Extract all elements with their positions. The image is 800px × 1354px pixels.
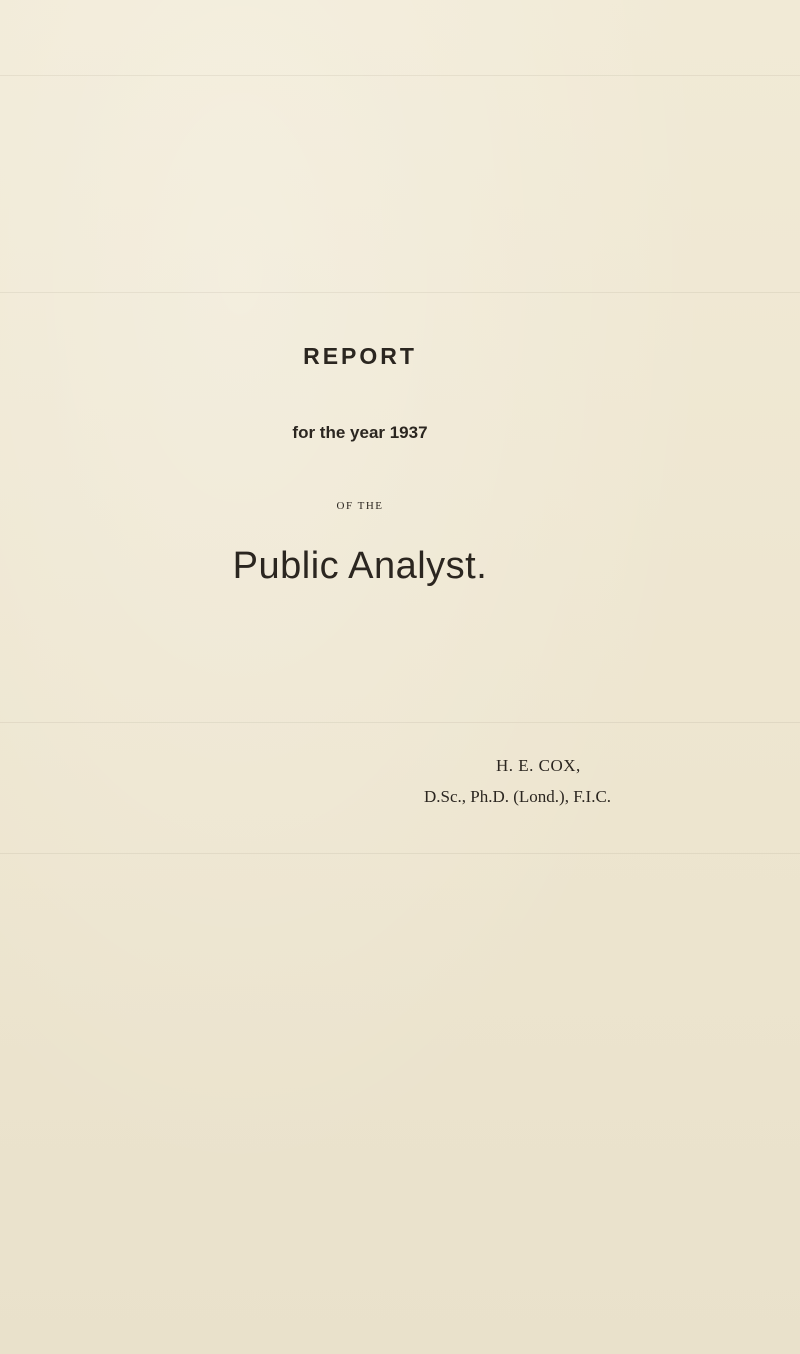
main-heading: Public Analyst. (232, 545, 488, 587)
report-title: REPORT (303, 343, 417, 369)
connector-text: OF THE (336, 500, 384, 512)
bleed-through-line (0, 722, 800, 723)
bleed-through-line (0, 292, 800, 293)
author-qualifications: D.Sc., Ph.D. (Lond.), F.I.C. (424, 787, 612, 806)
bleed-through-line (0, 853, 800, 854)
bleed-through-line (0, 75, 800, 76)
report-year: for the year 1937 (292, 423, 428, 442)
author-name: H. E. COX, (496, 756, 581, 775)
